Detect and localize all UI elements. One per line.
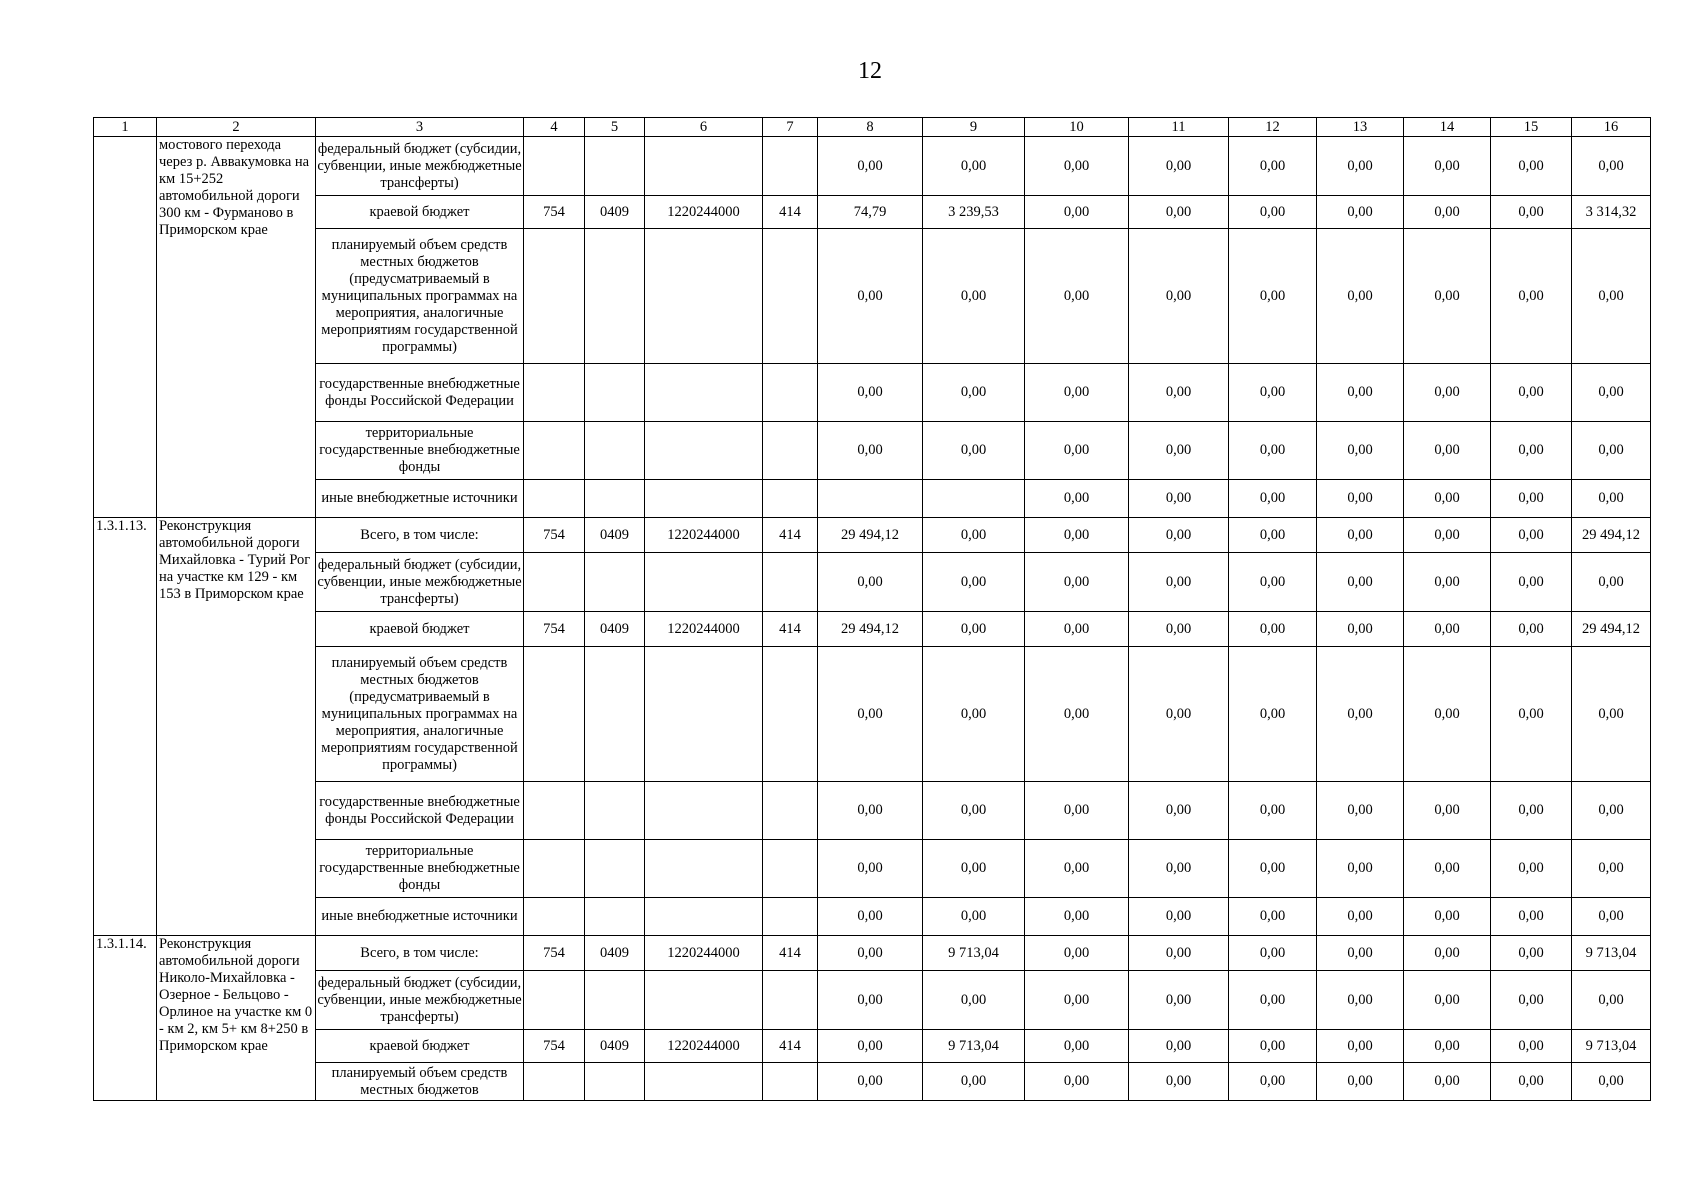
year-value: 0,00 (923, 1063, 1025, 1101)
year-value: 0,00 (1129, 480, 1229, 518)
year-value: 0,00 (1317, 898, 1404, 936)
table-header-row (94, 118, 1651, 137)
total-value: 0,00 (1572, 782, 1651, 840)
year-value: 0,00 (1317, 229, 1404, 364)
year-value: 0,00 (1229, 936, 1317, 971)
year-value: 0,00 (1491, 840, 1572, 898)
year-value: 0,00 (1491, 480, 1572, 518)
year-value: 74,79 (818, 196, 923, 229)
section-code: 0409 (585, 1030, 645, 1063)
year-value: 3 239,53 (923, 196, 1025, 229)
year-value: 0,00 (1317, 840, 1404, 898)
year-value: 0,00 (1025, 898, 1129, 936)
year-value: 0,00 (1404, 1063, 1491, 1101)
expense-type-code (763, 782, 818, 840)
expense-type-code (763, 1063, 818, 1101)
year-value: 9 713,04 (923, 1030, 1025, 1063)
year-value: 0,00 (1317, 612, 1404, 647)
column-header: 4 (524, 118, 585, 137)
funding-source: государственные внебюджетные фонды Российской Федерации (316, 782, 524, 840)
year-value (923, 480, 1025, 518)
year-value: 0,00 (1491, 518, 1572, 553)
year-value: 0,00 (1025, 229, 1129, 364)
year-value: 0,00 (1129, 898, 1229, 936)
year-value: 0,00 (1491, 936, 1572, 971)
expense-type-code: 414 (763, 518, 818, 553)
year-value: 0,00 (1229, 898, 1317, 936)
year-value: 0,00 (1025, 364, 1129, 422)
year-value: 0,00 (1129, 647, 1229, 782)
grbs-code: 754 (524, 936, 585, 971)
year-value: 0,00 (1025, 647, 1129, 782)
target-article-code (645, 898, 763, 936)
year-value: 0,00 (1491, 1030, 1572, 1063)
expense-type-code (763, 422, 818, 480)
year-value: 0,00 (818, 971, 923, 1030)
total-value: 0,00 (1572, 422, 1651, 480)
total-value: 0,00 (1572, 898, 1651, 936)
funding-source: государственные внебюджетные фонды Российской Федерации (316, 364, 524, 422)
table-row (94, 553, 1651, 612)
target-article-code (645, 782, 763, 840)
year-value: 0,00 (1025, 196, 1129, 229)
section-code: 0409 (585, 196, 645, 229)
expense-type-code (763, 647, 818, 782)
expense-type-code: 414 (763, 612, 818, 647)
item-number: 1.3.1.13. (94, 518, 157, 936)
year-value: 0,00 (1404, 553, 1491, 612)
section-code (585, 782, 645, 840)
year-value: 0,00 (818, 936, 923, 971)
section-code (585, 229, 645, 364)
year-value: 0,00 (1229, 196, 1317, 229)
year-value: 0,00 (923, 364, 1025, 422)
year-value: 0,00 (1229, 518, 1317, 553)
year-value: 0,00 (818, 553, 923, 612)
table-row (94, 612, 1651, 647)
funding-source: планируемый объем средств местных бюджетов (316, 1063, 524, 1101)
year-value: 29 494,12 (818, 518, 923, 553)
year-value: 0,00 (1491, 137, 1572, 196)
item-number (94, 137, 157, 518)
year-value: 0,00 (1404, 936, 1491, 971)
target-article-code: 1220244000 (645, 518, 763, 553)
year-value: 0,00 (923, 518, 1025, 553)
year-value: 0,00 (923, 137, 1025, 196)
year-value: 0,00 (1129, 364, 1229, 422)
total-value: 3 314,32 (1572, 196, 1651, 229)
year-value: 0,00 (818, 422, 923, 480)
year-value: 0,00 (1317, 480, 1404, 518)
expense-type-code: 414 (763, 1030, 818, 1063)
year-value: 0,00 (1404, 1030, 1491, 1063)
year-value: 0,00 (1025, 971, 1129, 1030)
funding-source: территориальные государственные внебюджетные фонды (316, 840, 524, 898)
year-value: 0,00 (818, 1030, 923, 1063)
year-value: 0,00 (1025, 782, 1129, 840)
total-value: 0,00 (1572, 553, 1651, 612)
grbs-code (524, 840, 585, 898)
year-value: 0,00 (1129, 936, 1229, 971)
item-name: мостового перехода через р. Аввакумовка на км 15+252 автомобильной дороги 300 км - Фурманово в Приморском крае (157, 137, 316, 518)
column-header: 3 (316, 118, 524, 137)
year-value: 0,00 (1229, 229, 1317, 364)
column-header: 15 (1491, 118, 1572, 137)
total-value: 9 713,04 (1572, 936, 1651, 971)
year-value: 0,00 (1229, 553, 1317, 612)
table-row (94, 1063, 1651, 1101)
year-value: 0,00 (1404, 971, 1491, 1030)
year-value: 0,00 (923, 229, 1025, 364)
year-value: 0,00 (818, 782, 923, 840)
year-value: 0,00 (1491, 1063, 1572, 1101)
year-value: 0,00 (1317, 782, 1404, 840)
year-value: 0,00 (1491, 553, 1572, 612)
year-value: 0,00 (1317, 518, 1404, 553)
grbs-code (524, 971, 585, 1030)
year-value: 0,00 (1129, 1030, 1229, 1063)
section-code (585, 647, 645, 782)
year-value: 0,00 (1129, 137, 1229, 196)
expense-type-code (763, 137, 818, 196)
year-value: 0,00 (923, 898, 1025, 936)
column-header: 12 (1229, 118, 1317, 137)
year-value: 0,00 (923, 612, 1025, 647)
year-value: 0,00 (923, 553, 1025, 612)
table-row (94, 518, 1651, 553)
year-value: 0,00 (1404, 782, 1491, 840)
funding-source: иные внебюджетные источники (316, 480, 524, 518)
year-value: 0,00 (1317, 422, 1404, 480)
year-value: 0,00 (1229, 1063, 1317, 1101)
year-value: 0,00 (1317, 971, 1404, 1030)
year-value: 0,00 (1404, 612, 1491, 647)
year-value: 0,00 (923, 422, 1025, 480)
year-value: 0,00 (818, 840, 923, 898)
year-value: 0,00 (818, 229, 923, 364)
total-value: 0,00 (1572, 229, 1651, 364)
year-value: 0,00 (1129, 229, 1229, 364)
funding-source: федеральный бюджет (субсидии, субвенции, иные межбюджетные трансферты) (316, 137, 524, 196)
target-article-code: 1220244000 (645, 1030, 763, 1063)
expense-type-code (763, 840, 818, 898)
year-value: 0,00 (1317, 936, 1404, 971)
year-value: 0,00 (1229, 480, 1317, 518)
year-value: 0,00 (1404, 196, 1491, 229)
section-code (585, 1063, 645, 1101)
grbs-code: 754 (524, 1030, 585, 1063)
grbs-code (524, 553, 585, 612)
page-number: 12 (858, 58, 882, 84)
total-value: 0,00 (1572, 137, 1651, 196)
table-row (94, 1030, 1651, 1063)
target-article-code (645, 137, 763, 196)
section-code (585, 840, 645, 898)
expense-type-code (763, 229, 818, 364)
table-row (94, 782, 1651, 840)
year-value: 0,00 (1129, 840, 1229, 898)
year-value: 0,00 (818, 898, 923, 936)
year-value: 0,00 (818, 137, 923, 196)
year-value: 0,00 (1491, 782, 1572, 840)
section-code (585, 971, 645, 1030)
year-value: 0,00 (1317, 196, 1404, 229)
year-value: 0,00 (1129, 782, 1229, 840)
section-code (585, 137, 645, 196)
column-header: 6 (645, 118, 763, 137)
year-value: 0,00 (1404, 229, 1491, 364)
table-row (94, 364, 1651, 422)
table-row (94, 647, 1651, 782)
table-row (94, 971, 1651, 1030)
item-name: Реконструкция автомобильной дороги Николо-Михайловка - Озерное - Бельцово - Орлиное на участке км 0 - км 2, км 5+ км 8+250 в Приморском крае (157, 936, 316, 1101)
year-value: 0,00 (1404, 647, 1491, 782)
funding-source: планируемый объем средств местных бюджетов (предусматриваемый в муниципальных программах на мероприятия, аналогичные мероприятиям государственной программы) (316, 647, 524, 782)
target-article-code: 1220244000 (645, 612, 763, 647)
expense-type-code (763, 480, 818, 518)
total-value: 0,00 (1572, 971, 1651, 1030)
year-value: 0,00 (1129, 518, 1229, 553)
year-value: 0,00 (1404, 364, 1491, 422)
target-article-code (645, 840, 763, 898)
year-value: 0,00 (1229, 137, 1317, 196)
year-value: 0,00 (1229, 647, 1317, 782)
target-article-code (645, 553, 763, 612)
year-value: 0,00 (1404, 480, 1491, 518)
year-value: 0,00 (1025, 1063, 1129, 1101)
column-header: 11 (1129, 118, 1229, 137)
total-value: 0,00 (1572, 480, 1651, 518)
grbs-code (524, 1063, 585, 1101)
total-value: 29 494,12 (1572, 518, 1651, 553)
year-value: 0,00 (1404, 898, 1491, 936)
year-value: 0,00 (1025, 137, 1129, 196)
expense-type-code (763, 553, 818, 612)
column-header: 2 (157, 118, 316, 137)
target-article-code (645, 422, 763, 480)
grbs-code: 754 (524, 518, 585, 553)
target-article-code: 1220244000 (645, 196, 763, 229)
total-value: 0,00 (1572, 840, 1651, 898)
column-header: 9 (923, 118, 1025, 137)
year-value: 0,00 (1491, 612, 1572, 647)
table-row (94, 840, 1651, 898)
table-row (94, 480, 1651, 518)
item-name: Реконструкция автомобильной дороги Михайловка - Турий Рог на участке км 129 - км 153 в Приморском крае (157, 518, 316, 936)
year-value: 0,00 (1491, 971, 1572, 1030)
year-value: 0,00 (1229, 422, 1317, 480)
target-article-code (645, 1063, 763, 1101)
year-value: 0,00 (1317, 647, 1404, 782)
table-row (94, 422, 1651, 480)
year-value: 0,00 (1025, 518, 1129, 553)
column-header: 7 (763, 118, 818, 137)
section-code: 0409 (585, 612, 645, 647)
column-header: 14 (1404, 118, 1491, 137)
section-code (585, 898, 645, 936)
funding-source: территориальные государственные внебюджетные фонды (316, 422, 524, 480)
year-value: 0,00 (1025, 1030, 1129, 1063)
year-value: 0,00 (1129, 422, 1229, 480)
year-value: 0,00 (1491, 647, 1572, 782)
year-value: 0,00 (923, 971, 1025, 1030)
year-value: 0,00 (1229, 840, 1317, 898)
table-row (94, 898, 1651, 936)
year-value: 0,00 (818, 647, 923, 782)
year-value: 0,00 (1129, 612, 1229, 647)
year-value: 0,00 (923, 782, 1025, 840)
year-value: 0,00 (1491, 229, 1572, 364)
column-header: 13 (1317, 118, 1404, 137)
budget-table (93, 117, 1651, 1101)
grbs-code (524, 480, 585, 518)
expense-type-code (763, 898, 818, 936)
section-code: 0409 (585, 936, 645, 971)
funding-source: федеральный бюджет (субсидии, субвенции, иные межбюджетные трансферты) (316, 553, 524, 612)
expense-type-code: 414 (763, 936, 818, 971)
table-row (94, 229, 1651, 364)
grbs-code: 754 (524, 612, 585, 647)
section-code (585, 422, 645, 480)
expense-type-code (763, 364, 818, 422)
year-value: 0,00 (1491, 422, 1572, 480)
year-value: 0,00 (1129, 971, 1229, 1030)
expense-type-code (763, 971, 818, 1030)
total-value: 9 713,04 (1572, 1030, 1651, 1063)
year-value: 29 494,12 (818, 612, 923, 647)
table-row (94, 196, 1651, 229)
section-code (585, 364, 645, 422)
grbs-code (524, 229, 585, 364)
total-value: 0,00 (1572, 647, 1651, 782)
funding-source: Всего, в том числе: (316, 518, 524, 553)
column-header: 10 (1025, 118, 1129, 137)
year-value: 0,00 (818, 1063, 923, 1101)
column-header: 8 (818, 118, 923, 137)
table-row (94, 936, 1651, 971)
year-value: 0,00 (1025, 480, 1129, 518)
target-article-code (645, 364, 763, 422)
year-value: 0,00 (1491, 364, 1572, 422)
funding-source: иные внебюджетные источники (316, 898, 524, 936)
year-value: 0,00 (1129, 553, 1229, 612)
year-value: 0,00 (1025, 612, 1129, 647)
grbs-code (524, 782, 585, 840)
target-article-code: 1220244000 (645, 936, 763, 971)
section-code (585, 553, 645, 612)
target-article-code (645, 971, 763, 1030)
year-value: 0,00 (1025, 422, 1129, 480)
year-value: 9 713,04 (923, 936, 1025, 971)
grbs-code (524, 364, 585, 422)
grbs-code (524, 647, 585, 782)
funding-source: Всего, в том числе: (316, 936, 524, 971)
year-value: 0,00 (1025, 553, 1129, 612)
year-value: 0,00 (1129, 1063, 1229, 1101)
year-value: 0,00 (1229, 364, 1317, 422)
grbs-code (524, 422, 585, 480)
funding-source: планируемый объем средств местных бюджетов (предусматриваемый в муниципальных программах на мероприятия, аналогичные мероприятиям государственной программы) (316, 229, 524, 364)
year-value: 0,00 (1129, 196, 1229, 229)
total-value: 0,00 (1572, 1063, 1651, 1101)
column-header: 1 (94, 118, 157, 137)
section-code: 0409 (585, 518, 645, 553)
funding-source: краевой бюджет (316, 196, 524, 229)
target-article-code (645, 229, 763, 364)
year-value: 0,00 (1404, 518, 1491, 553)
year-value (818, 480, 923, 518)
year-value: 0,00 (1404, 422, 1491, 480)
grbs-code (524, 898, 585, 936)
section-code (585, 480, 645, 518)
year-value: 0,00 (1229, 612, 1317, 647)
item-number: 1.3.1.14. (94, 936, 157, 1101)
year-value: 0,00 (1229, 1030, 1317, 1063)
year-value: 0,00 (1491, 196, 1572, 229)
column-header: 5 (585, 118, 645, 137)
target-article-code (645, 480, 763, 518)
funding-source: краевой бюджет (316, 612, 524, 647)
funding-source: краевой бюджет (316, 1030, 524, 1063)
expense-type-code: 414 (763, 196, 818, 229)
grbs-code: 754 (524, 196, 585, 229)
table-body (94, 118, 1651, 1101)
total-value: 29 494,12 (1572, 612, 1651, 647)
year-value: 0,00 (1229, 782, 1317, 840)
year-value: 0,00 (1317, 1063, 1404, 1101)
column-header: 16 (1572, 118, 1651, 137)
year-value: 0,00 (923, 647, 1025, 782)
grbs-code (524, 137, 585, 196)
funding-source: федеральный бюджет (субсидии, субвенции, иные межбюджетные трансферты) (316, 971, 524, 1030)
year-value: 0,00 (1229, 971, 1317, 1030)
table-row (94, 137, 1651, 196)
year-value: 0,00 (1317, 553, 1404, 612)
year-value: 0,00 (1404, 840, 1491, 898)
year-value: 0,00 (1025, 840, 1129, 898)
year-value: 0,00 (1404, 137, 1491, 196)
year-value: 0,00 (1025, 936, 1129, 971)
year-value: 0,00 (1317, 1030, 1404, 1063)
year-value: 0,00 (1317, 137, 1404, 196)
year-value: 0,00 (1317, 364, 1404, 422)
year-value: 0,00 (818, 364, 923, 422)
target-article-code (645, 647, 763, 782)
year-value: 0,00 (1491, 898, 1572, 936)
year-value: 0,00 (923, 840, 1025, 898)
total-value: 0,00 (1572, 364, 1651, 422)
